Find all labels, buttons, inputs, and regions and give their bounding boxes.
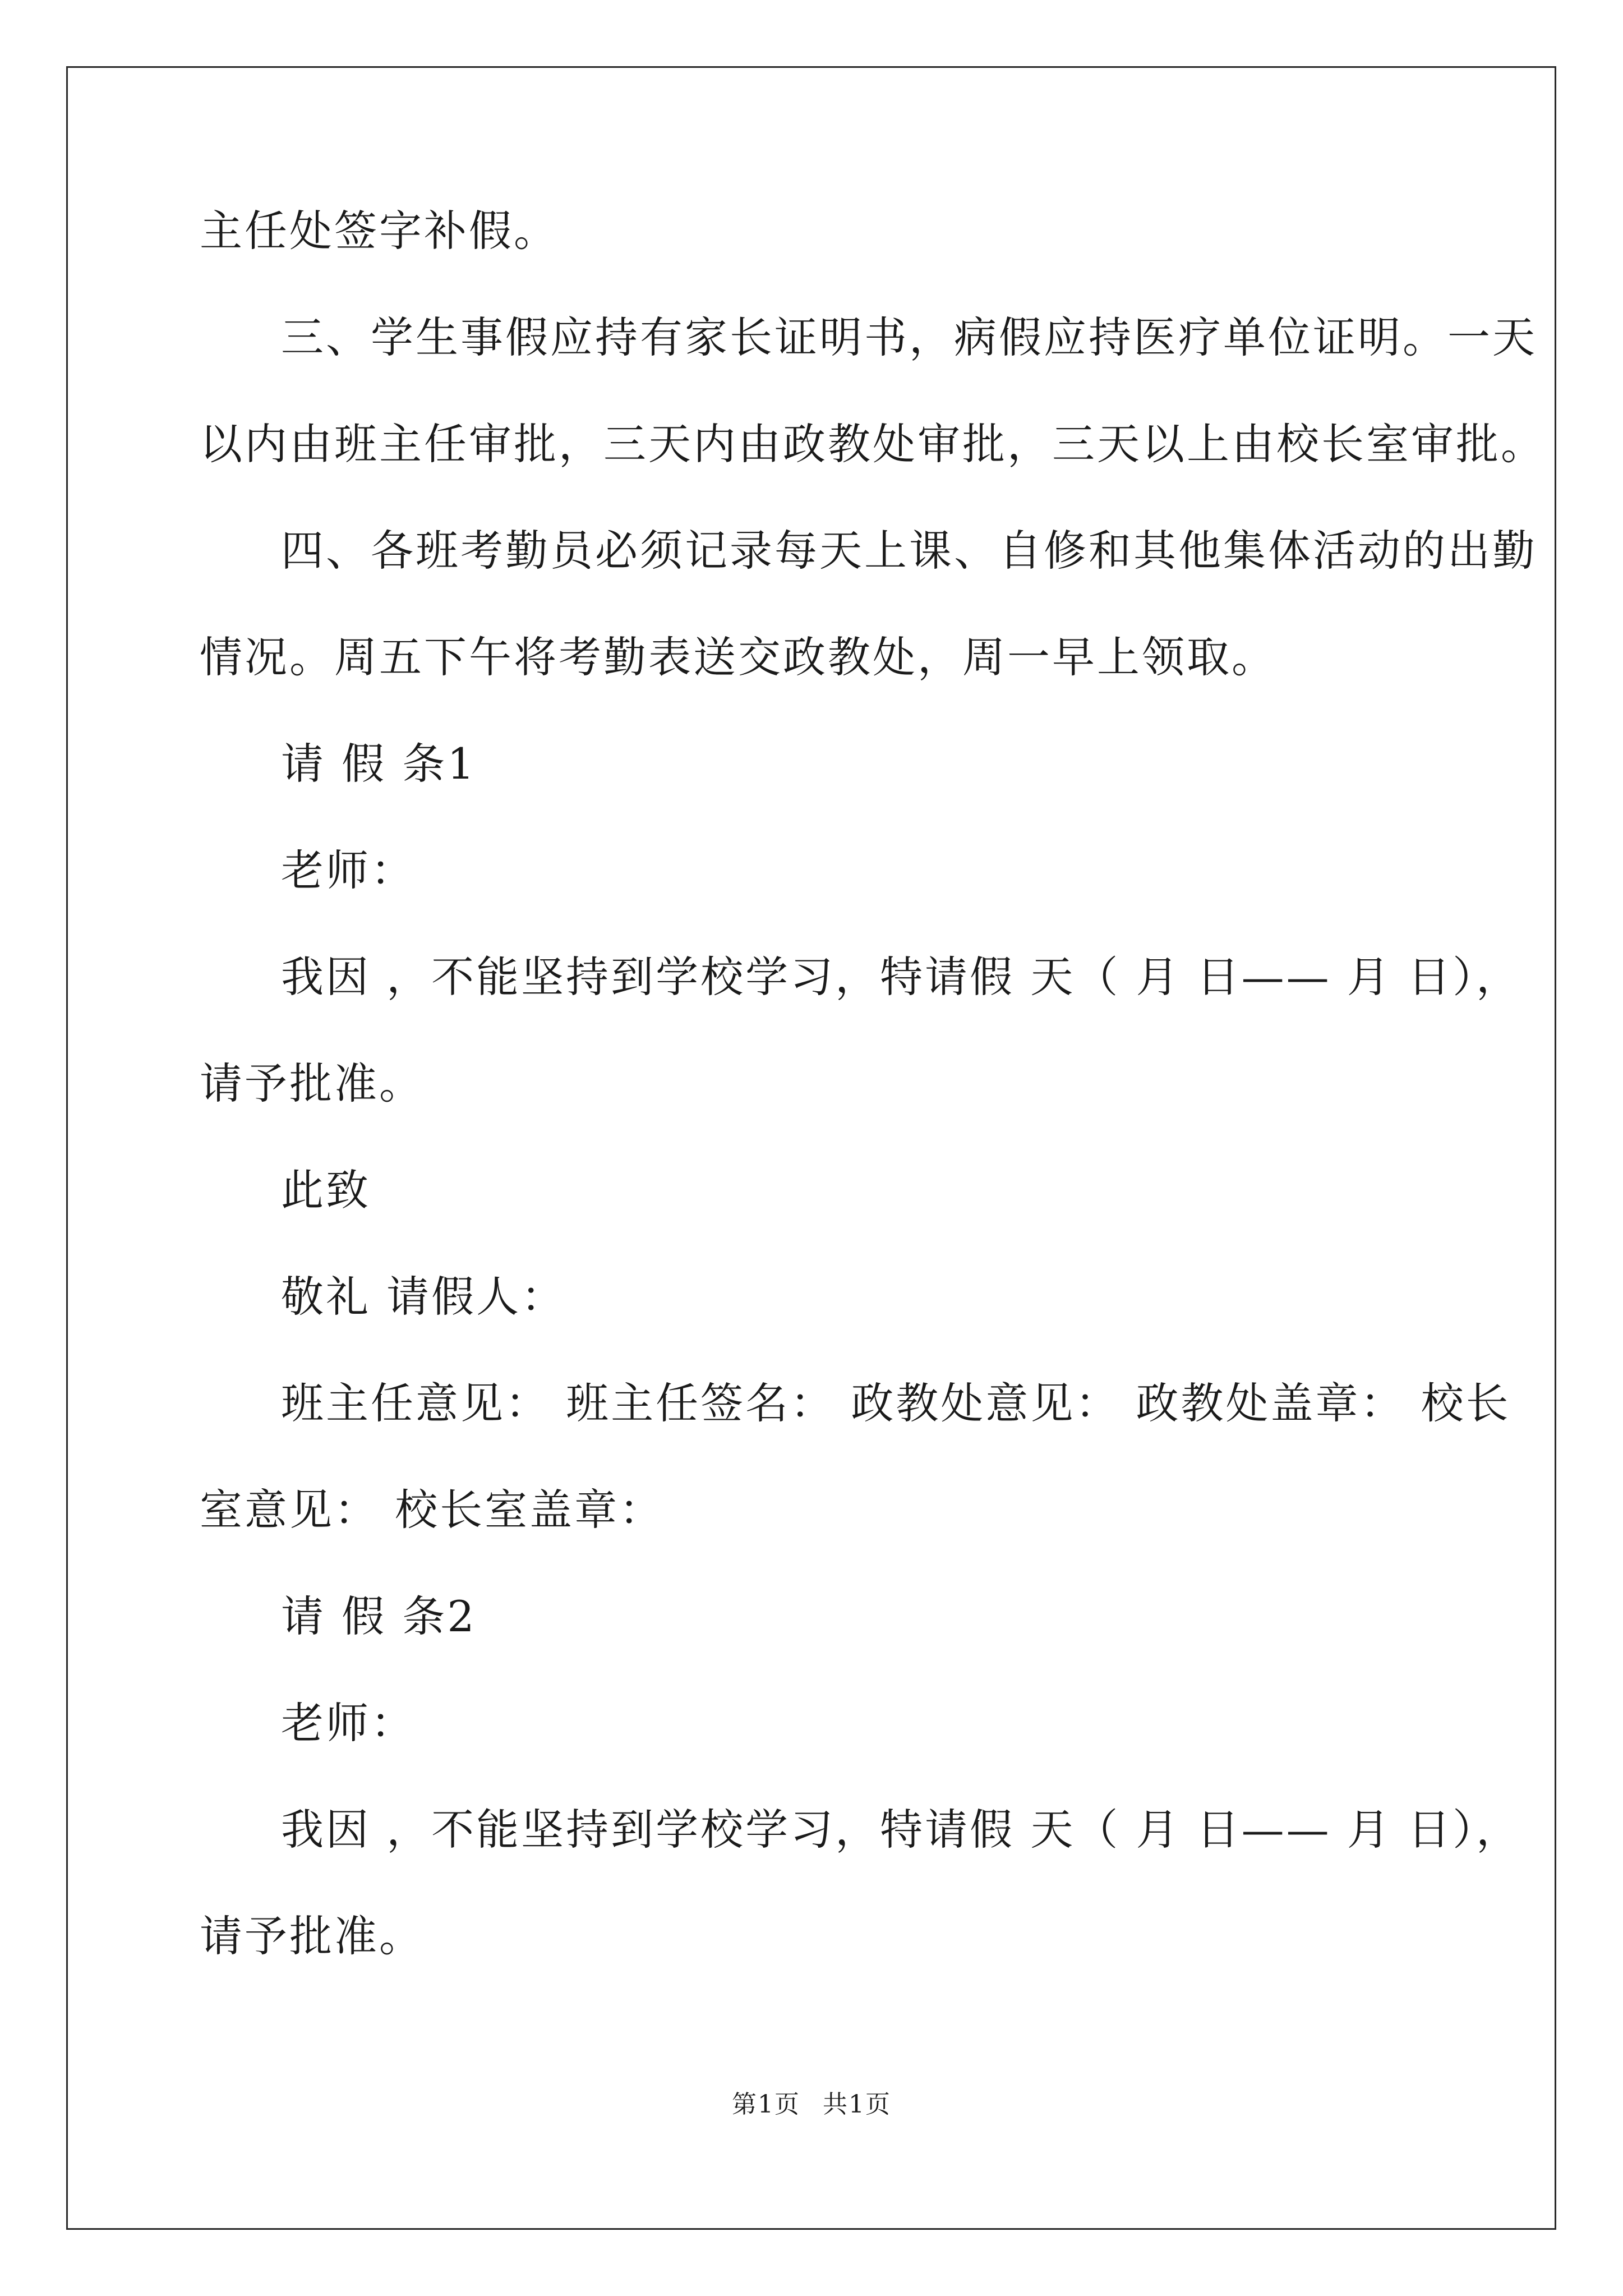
paragraph-line: 以内由班主任审批，三天内由政教处审批，三天以上由校长室审批。 <box>200 419 1546 469</box>
page-border <box>66 66 1556 2230</box>
closing-line: 此致 <box>281 1165 371 1215</box>
paragraph-line: 三、学生事假应持有家长证明书，病假应持医疗单位证明。一天 <box>281 312 1537 362</box>
paragraph-line: 四、各班考勤员必须记录每天上课、自修和其他集体活动的出勤 <box>281 526 1537 576</box>
paragraph-line: 请予批准。 <box>200 1059 424 1108</box>
closing-line: 敬礼 请假人： <box>281 1272 566 1322</box>
paragraph-line: 室意见： 校长室盖章： <box>200 1485 665 1535</box>
paragraph-line: 请予批准。 <box>200 1911 424 1961</box>
paragraph-line: 我因 ，不能坚持到学校学习，特请假 天（ 月 日—— 月 日）， <box>281 952 1521 1002</box>
section-heading: 请 假 条1 <box>281 739 477 789</box>
paragraph-line: 我因 ，不能坚持到学校学习，特请假 天（ 月 日—— 月 日）， <box>281 1805 1521 1855</box>
paragraph-line: 班主任意见： 班主任签名： 政教处意见： 政教处盖章： 校长 <box>281 1378 1511 1428</box>
page-total: 共1页 <box>823 2090 891 2119</box>
salutation: 老师： <box>281 845 416 895</box>
page-number: 第1页 <box>732 2090 800 2119</box>
page-footer <box>0 2088 1623 2122</box>
paragraph-line: 主任处签字补假。 <box>200 206 559 256</box>
paragraph-line: 情况。周五下午将考勤表送交政教处，周一早上领取。 <box>200 632 1276 682</box>
salutation: 老师： <box>281 1698 416 1748</box>
section-heading: 请 假 条2 <box>281 1591 477 1641</box>
